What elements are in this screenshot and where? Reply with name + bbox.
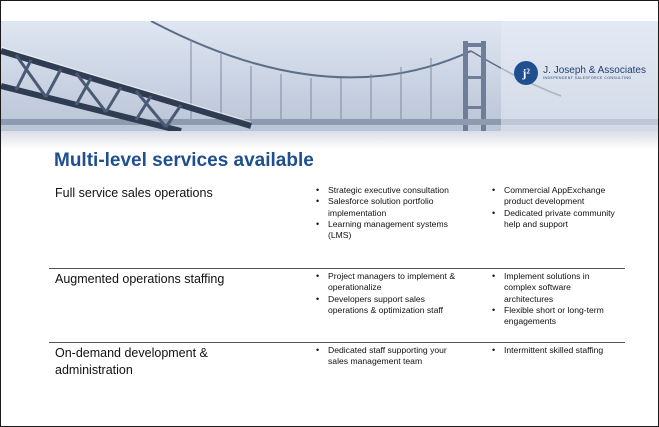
service-row-label: Augmented operations staffing	[55, 272, 225, 286]
list-item: • Implement solutions in complex software architectures	[491, 271, 621, 305]
slide-title: Multi-level services available	[54, 150, 314, 171]
logo-mark-icon: j²	[514, 61, 538, 85]
row-divider	[49, 268, 625, 269]
list-item: • Salesforce solution portfolio implementation	[315, 196, 465, 219]
service-col-a	[315, 185, 465, 241]
service-row-label: Full service sales operations	[55, 186, 213, 200]
service-col-b	[491, 271, 621, 327]
list-item: • Learning management systems (LMS)	[315, 219, 465, 242]
logo-tagline: INDEPENDENT SALESFORCE CONSULTING	[543, 76, 632, 80]
list-item: • Strategic executive consultation	[315, 185, 465, 196]
list-item: • Developers support sales operations & optimization staff	[315, 294, 465, 317]
service-row-label: On-demand development & administration	[55, 346, 208, 377]
list-item: • Dedicated staff supporting your sales management team	[315, 345, 465, 368]
banner-fade	[1, 131, 658, 149]
company-logo	[514, 61, 646, 85]
service-col-a	[315, 345, 465, 368]
list-item: • Intermittent skilled staffing	[491, 345, 621, 356]
service-col-a	[315, 271, 465, 316]
list-item: • Project managers to implement & operationalize	[315, 271, 465, 294]
list-item: • Flexible short or long-term engagements	[491, 305, 621, 328]
list-item: • Commercial AppExchange product development	[491, 185, 621, 208]
list-item: • Dedicated private community help and support	[491, 208, 621, 231]
logo-company-name: J. Joseph & Associates	[543, 65, 646, 76]
row-divider	[49, 342, 625, 343]
bridge-banner-image	[1, 21, 658, 131]
service-col-b	[491, 345, 621, 356]
service-col-b	[491, 185, 621, 230]
